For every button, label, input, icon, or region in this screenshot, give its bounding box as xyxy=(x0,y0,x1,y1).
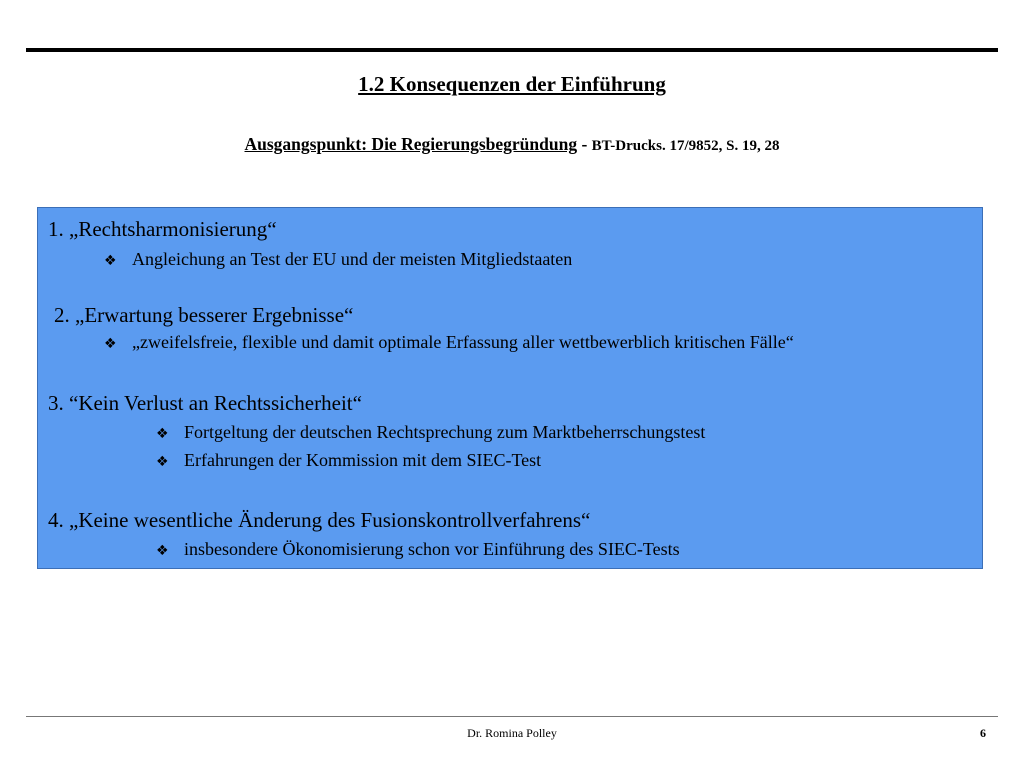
item-1-bullet-1 xyxy=(104,249,572,270)
slide-title: 1.2 Konsequenzen der Einführung xyxy=(358,72,666,96)
item-1-heading: 1. „Rechtsharmonisierung“ xyxy=(48,217,277,241)
slide-subtitle xyxy=(0,134,1024,155)
bullet-text: Fortgeltung der deutschen Rechtsprechung zum Marktbeherrschungstest xyxy=(184,422,706,442)
diamond-bullet-icon: ❖ xyxy=(156,426,169,442)
bottom-divider xyxy=(26,716,998,717)
subtitle-main: Ausgangspunkt: Die Regierungsbegründung xyxy=(244,134,578,154)
item-4-bullet-1 xyxy=(156,539,680,560)
item-2-bullet-1 xyxy=(104,332,794,353)
item-4-heading: 4. „Keine wesentliche Änderung des Fusionskontrollverfahrens“ xyxy=(48,508,591,532)
footer-author: Dr. Romina Polley xyxy=(467,726,557,740)
bullet-text: Angleichung an Test der EU und der meisten Mitgliedstaaten xyxy=(132,249,573,269)
diamond-bullet-icon: ❖ xyxy=(104,253,117,269)
diamond-bullet-icon: ❖ xyxy=(156,454,169,470)
bullet-text: insbesondere Ökonomisierung schon vor Einführung des SIEC-Tests xyxy=(184,539,680,559)
page-number: 6 xyxy=(980,726,986,740)
bullet-text: Erfahrungen der Kommission mit dem SIEC-Test xyxy=(184,450,542,470)
subtitle-separator: - xyxy=(577,134,592,154)
item-3-bullet-2 xyxy=(156,450,541,471)
content-box xyxy=(37,207,983,569)
item-3-heading: 3. “Kein Verlust an Rechtssicherheit“ xyxy=(48,391,362,415)
diamond-bullet-icon: ❖ xyxy=(156,543,169,559)
item-2-heading: 2. „Erwartung besserer Ergebnisse“ xyxy=(54,303,354,327)
subtitle-reference: BT-Drucks. 17/9852, S. 19, 28 xyxy=(591,138,780,154)
item-3-bullet-1 xyxy=(156,422,705,443)
top-divider xyxy=(26,48,998,52)
diamond-bullet-icon: ❖ xyxy=(104,336,117,352)
bullet-text: „zweifelsfreie, flexible und damit optimale Erfassung aller wettbewerblich kritischen Fälle“ xyxy=(132,332,794,352)
